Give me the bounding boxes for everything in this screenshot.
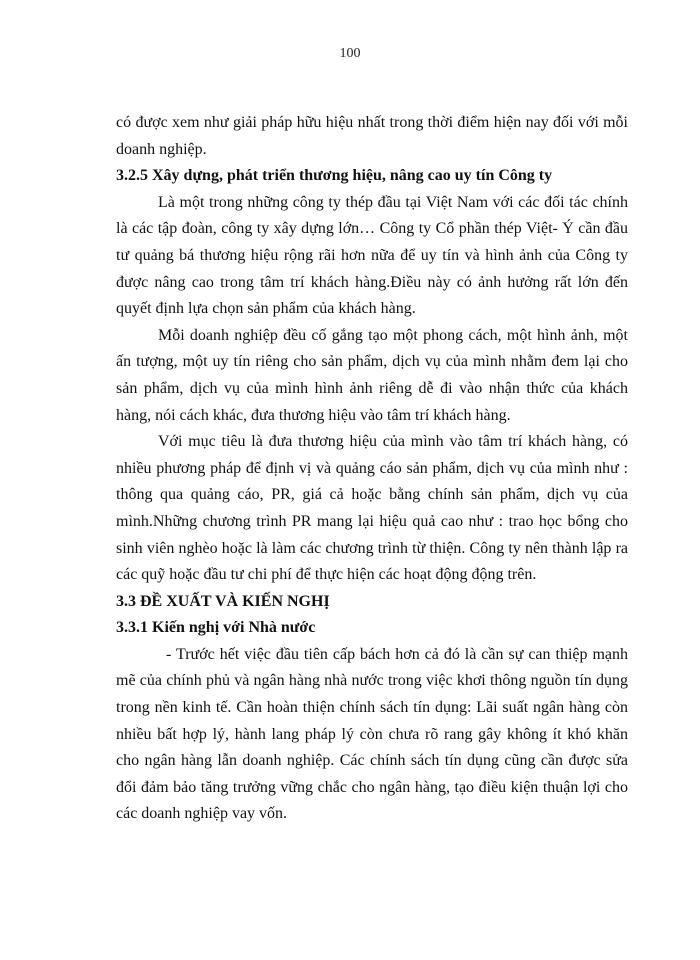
heading-3-3: 3.3 ĐỀ XUẤT VÀ KIẾN NGHỊ xyxy=(116,592,330,610)
paragraph-intro: có được xem như giải pháp hữu hiệu nhất trong thời điểm hiện nay đối với mỗi doanh nghiệp. xyxy=(116,114,628,158)
paragraph-3: Với mục tiêu là đưa thương hiệu của mình vào tâm trí khách hàng, có nhiều phương pháp để định vị và quảng cáo sản phẩm, dịch vụ của mình như : thông qua quảng cáo, PR, giá cả hoặc bằng chính sản phẩm, dịch vụ của mình.Những chương trình PR mang lại hiệu quả cao như : trao học bổng cho sinh viên nghèo hoặc là làm các chương trình từ thiện. Công ty nên thành lập ra các quỹ hoặc đầu tư chi phí để thực hiện các hoạt động động trên. xyxy=(116,433,628,584)
document-body xyxy=(116,110,628,828)
page-number: 100 xyxy=(339,46,361,61)
heading-3-2-5: 3.2.5 Xây dựng, phát triển thương hiệu, nâng cao uy tín Công ty xyxy=(116,167,553,185)
paragraph-4: - Trước hết việc đầu tiên cấp bách hơn cả đó là cần sự can thiệp mạnh mẽ của chính phủ và ngân hàng nhà nước trong việc khơi thông nguồn tín dụng trong nền kinh tế. Cần hoàn thiện chính sách tín dụng: Lãi suất ngân hàng còn nhiều bất hợp lý, hành lang pháp lý còn chưa rõ rang gây không ít khó khăn cho ngân hàng lẫn doanh nghiệp. Các chính sách tín dụng cũng cần được sửa đổi đảm bảo tăng trưởng vững chắc cho ngân hàng, tạo điều kiện thuận lợi cho các doanh nghiệp vay vốn. xyxy=(116,645,628,823)
paragraph-1: Là một trong những công ty thép đầu tại Việt Nam với các đối tác chính là các tập đoàn, công ty xây dựng lớn… Công ty Cổ phần thép Việt- Ý cần đầu tư quảng bá thương hiệu rộng rãi hơn nữa để uy tín và hình ảnh của Công ty được nâng cao trong tâm trí khách hàng.Điều này có ảnh hưởng rất lớn đến quyết định lựa chọn sản phẩm của khách hàng. xyxy=(116,193,628,318)
paragraph-2: Mỗi doanh nghiệp đều cố gắng tạo một phong cách, một hình ảnh, một ấn tượng, một uy tín riêng cho sản phẩm, dịch vụ của mình nhằm đem lại cho sản phẩm, dịch vụ của mình hình ảnh riêng dễ đi vào nhận thức của khách hàng, nói cách khác, đưa thương hiệu vào tâm trí khách hàng. xyxy=(116,326,628,424)
heading-3-3-1: 3.3.1 Kiến nghị với Nhà nước xyxy=(116,619,316,637)
